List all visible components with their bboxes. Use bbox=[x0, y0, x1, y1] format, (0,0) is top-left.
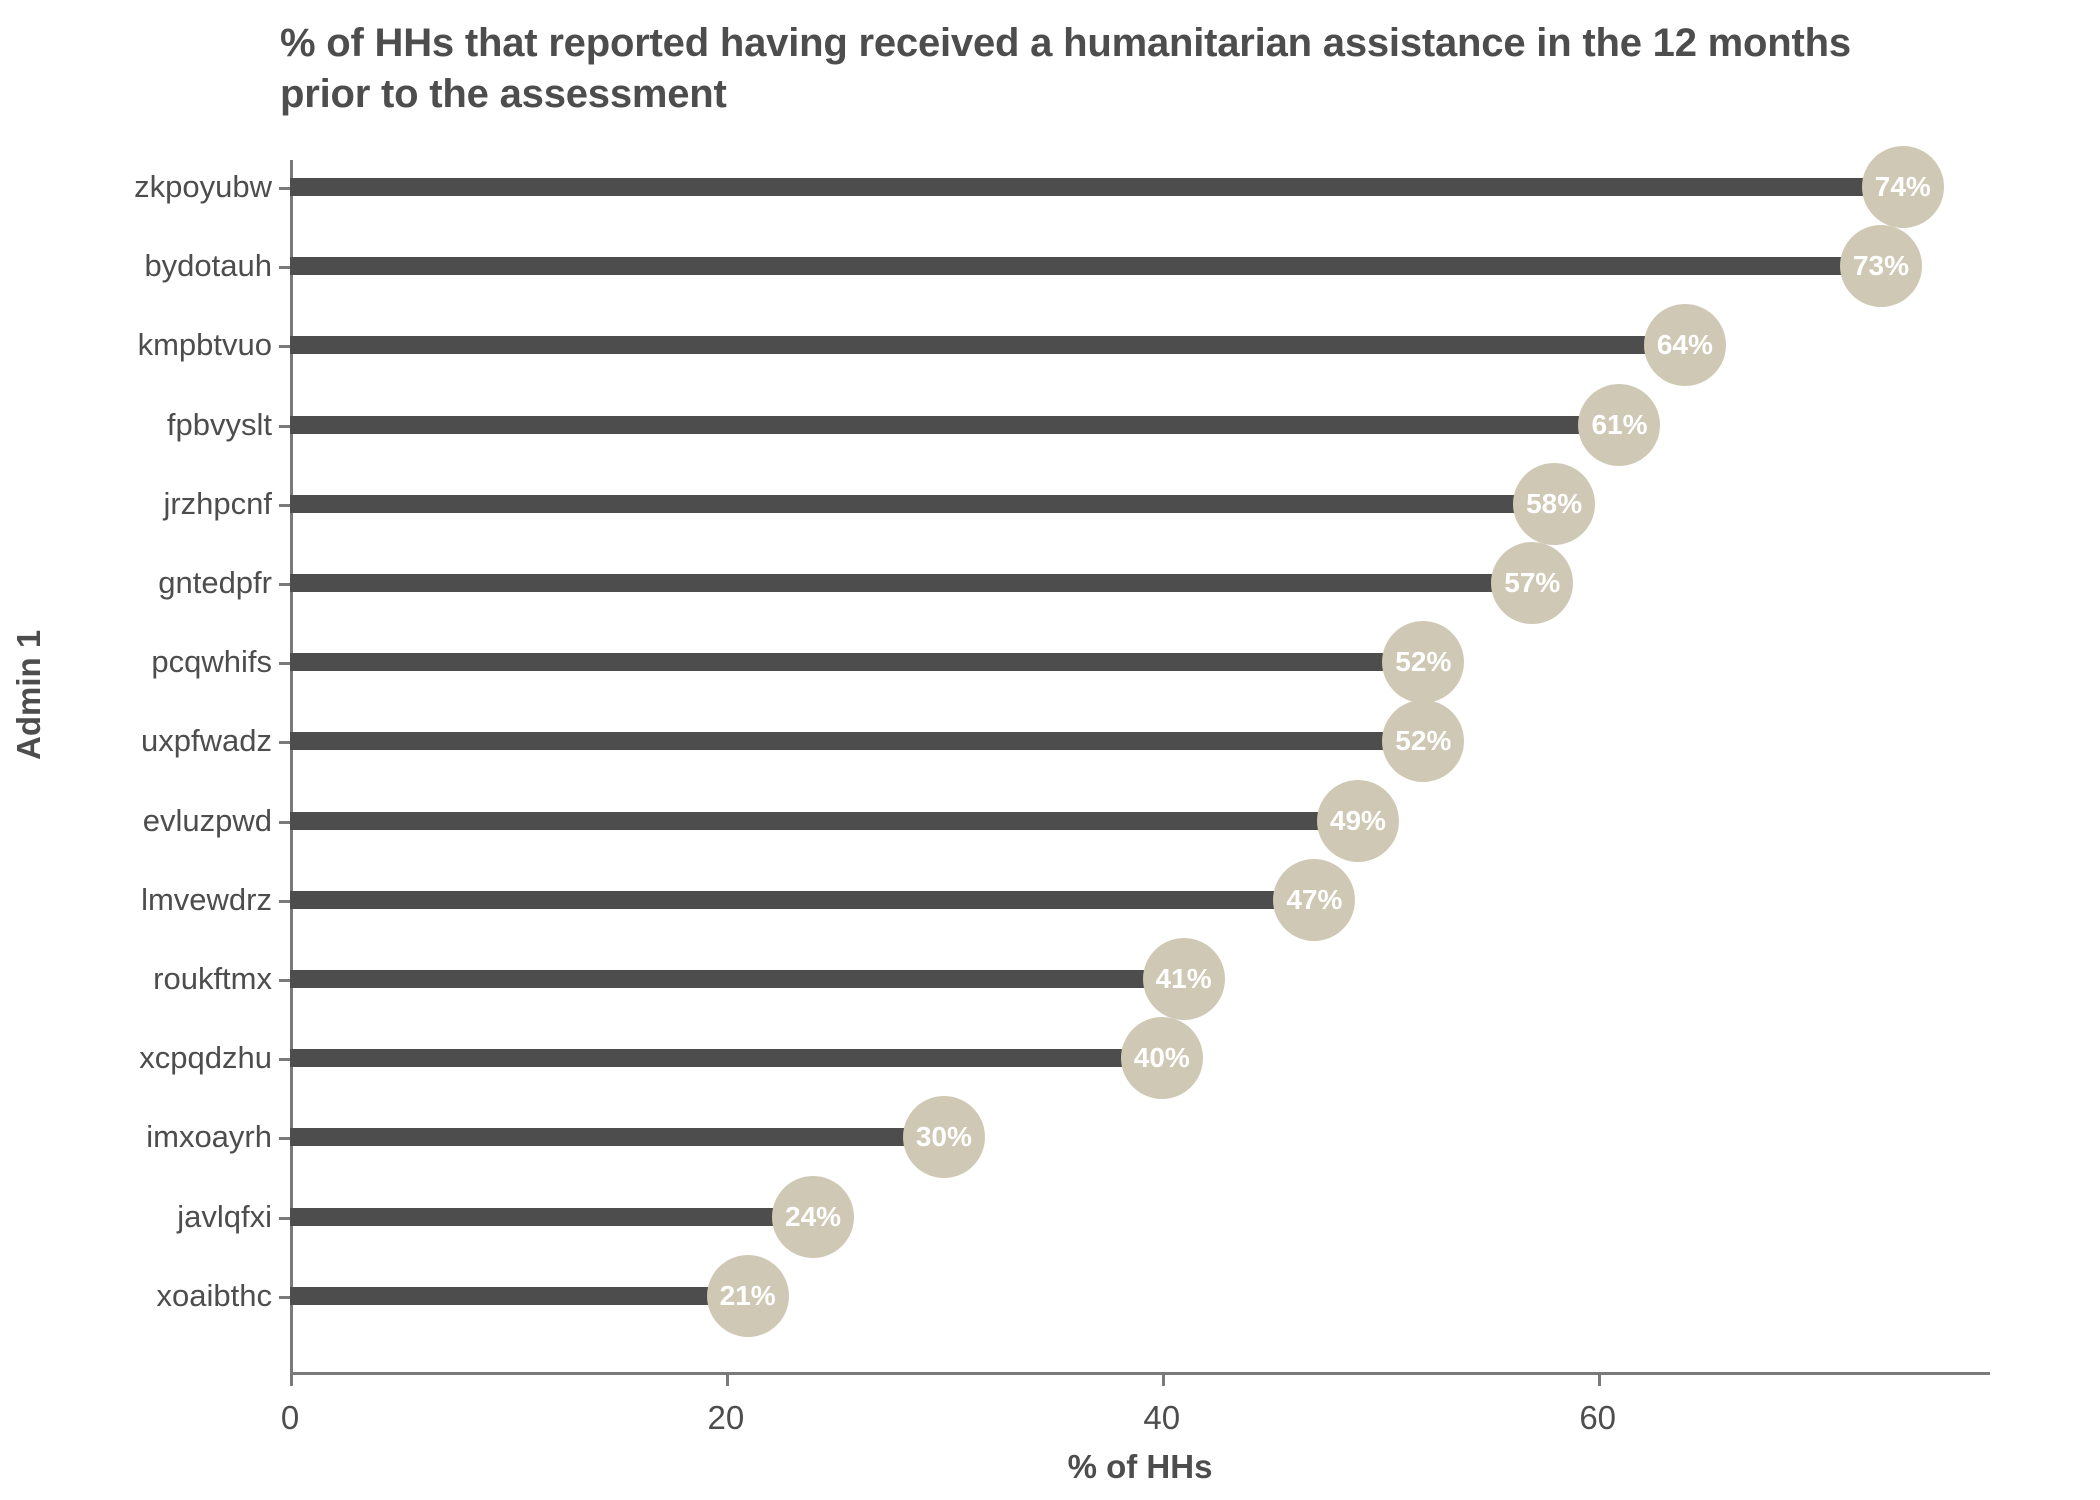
y-axis-tick-mark bbox=[279, 187, 290, 190]
x-axis-tick-mark bbox=[1162, 1375, 1165, 1386]
lollipop-value-label: 41% bbox=[1143, 938, 1225, 1020]
x-axis-tick-mark bbox=[290, 1375, 293, 1386]
lollipop-value-label: 57% bbox=[1491, 542, 1573, 624]
lollipop-stem bbox=[290, 1049, 1162, 1067]
y-axis-tick-mark bbox=[279, 821, 290, 824]
lollipop-stem bbox=[290, 970, 1184, 988]
chart-title: % of HHs that reported having received a humanitarian assistance in the 12 months prior to the assessment bbox=[280, 21, 1851, 117]
y-axis-tick-mark bbox=[279, 900, 290, 903]
lollipop-stem bbox=[290, 495, 1554, 513]
lollipop-value-label: 52% bbox=[1382, 621, 1464, 703]
y-axis-category-label: zkpoyubw bbox=[134, 168, 272, 204]
y-axis-category-label: lmvewdrz bbox=[141, 881, 272, 917]
lollipop-value-label: 61% bbox=[1578, 384, 1660, 466]
y-axis-tick-mark bbox=[279, 504, 290, 507]
y-axis-tick-mark bbox=[279, 1217, 290, 1220]
y-axis-tick-mark bbox=[279, 266, 290, 269]
x-axis-title: % of HHs bbox=[1067, 1448, 1213, 1485]
x-axis-tick-label: 60 bbox=[1579, 1399, 1617, 1436]
y-axis-tick-mark bbox=[279, 1058, 290, 1061]
x-axis-tick-mark bbox=[1598, 1375, 1601, 1386]
y-axis-category-label: imxoayrh bbox=[146, 1119, 272, 1155]
y-axis-tick-mark bbox=[279, 1137, 290, 1140]
y-axis-category-label: xoaibthc bbox=[156, 1277, 272, 1313]
y-axis-category-label: evluzpwd bbox=[142, 802, 272, 838]
y-axis-category-label: bydotauh bbox=[144, 248, 272, 284]
x-axis-tick-label: 40 bbox=[1143, 1399, 1181, 1436]
y-axis-title: Admin 1 bbox=[10, 629, 47, 760]
lollipop-value-label: 30% bbox=[903, 1096, 985, 1178]
y-axis-category-label: gntedpfr bbox=[158, 564, 272, 600]
y-axis-tick-mark bbox=[279, 345, 290, 348]
lollipop-value-label: 24% bbox=[772, 1176, 854, 1258]
y-axis-category-label: jrzhpcnf bbox=[163, 485, 272, 521]
x-axis-tick-mark bbox=[726, 1375, 729, 1386]
y-axis-category-label: fpbvyslt bbox=[166, 406, 272, 442]
x-axis-line bbox=[290, 1372, 1990, 1375]
y-axis-tick-mark bbox=[279, 741, 290, 744]
y-axis-category-label: roukftmx bbox=[153, 960, 272, 996]
y-axis-category-label: xcpqdzhu bbox=[139, 1040, 272, 1076]
lollipop-value-label: 40% bbox=[1121, 1017, 1203, 1099]
lollipop-value-label: 64% bbox=[1644, 304, 1726, 386]
y-axis-category-label: pcqwhifs bbox=[151, 644, 272, 680]
x-axis-tick-label: 0 bbox=[280, 1399, 300, 1436]
lollipop-stem bbox=[290, 812, 1358, 830]
plot-area bbox=[280, 160, 1990, 1436]
y-axis-category-label: javlqfxi bbox=[177, 1198, 272, 1234]
lollipop-stem bbox=[290, 178, 1903, 196]
lollipop-stem bbox=[290, 1287, 748, 1305]
lollipop-stem bbox=[290, 732, 1423, 750]
lollipop-stem bbox=[290, 653, 1423, 671]
lollipop-value-label: 58% bbox=[1513, 463, 1595, 545]
y-axis-tick-mark bbox=[279, 979, 290, 982]
y-axis-category-label: uxpfwadz bbox=[141, 723, 272, 759]
y-axis-tick-mark bbox=[279, 1296, 290, 1299]
y-axis-tick-mark bbox=[279, 425, 290, 428]
lollipop-stem bbox=[290, 1128, 944, 1146]
lollipop-stem bbox=[290, 336, 1685, 354]
y-axis-tick-mark bbox=[279, 662, 290, 665]
lollipop-stem bbox=[290, 1208, 813, 1226]
y-axis-tick-mark bbox=[279, 583, 290, 586]
lollipop-value-label: 73% bbox=[1840, 225, 1922, 307]
lollipop-stem bbox=[290, 891, 1314, 909]
lollipop-stem bbox=[290, 416, 1619, 434]
lollipop-value-label: 49% bbox=[1317, 780, 1399, 862]
lollipop-stem bbox=[290, 257, 1881, 275]
lollipop-stem bbox=[290, 574, 1532, 592]
y-axis-category-label: kmpbtvuo bbox=[137, 327, 272, 363]
lollipop-value-label: 47% bbox=[1273, 859, 1355, 941]
lollipop-value-label: 74% bbox=[1862, 146, 1944, 228]
lollipop-value-label: 52% bbox=[1382, 700, 1464, 782]
lollipop-value-label: 21% bbox=[707, 1255, 789, 1337]
x-axis-tick-label: 20 bbox=[707, 1399, 745, 1436]
